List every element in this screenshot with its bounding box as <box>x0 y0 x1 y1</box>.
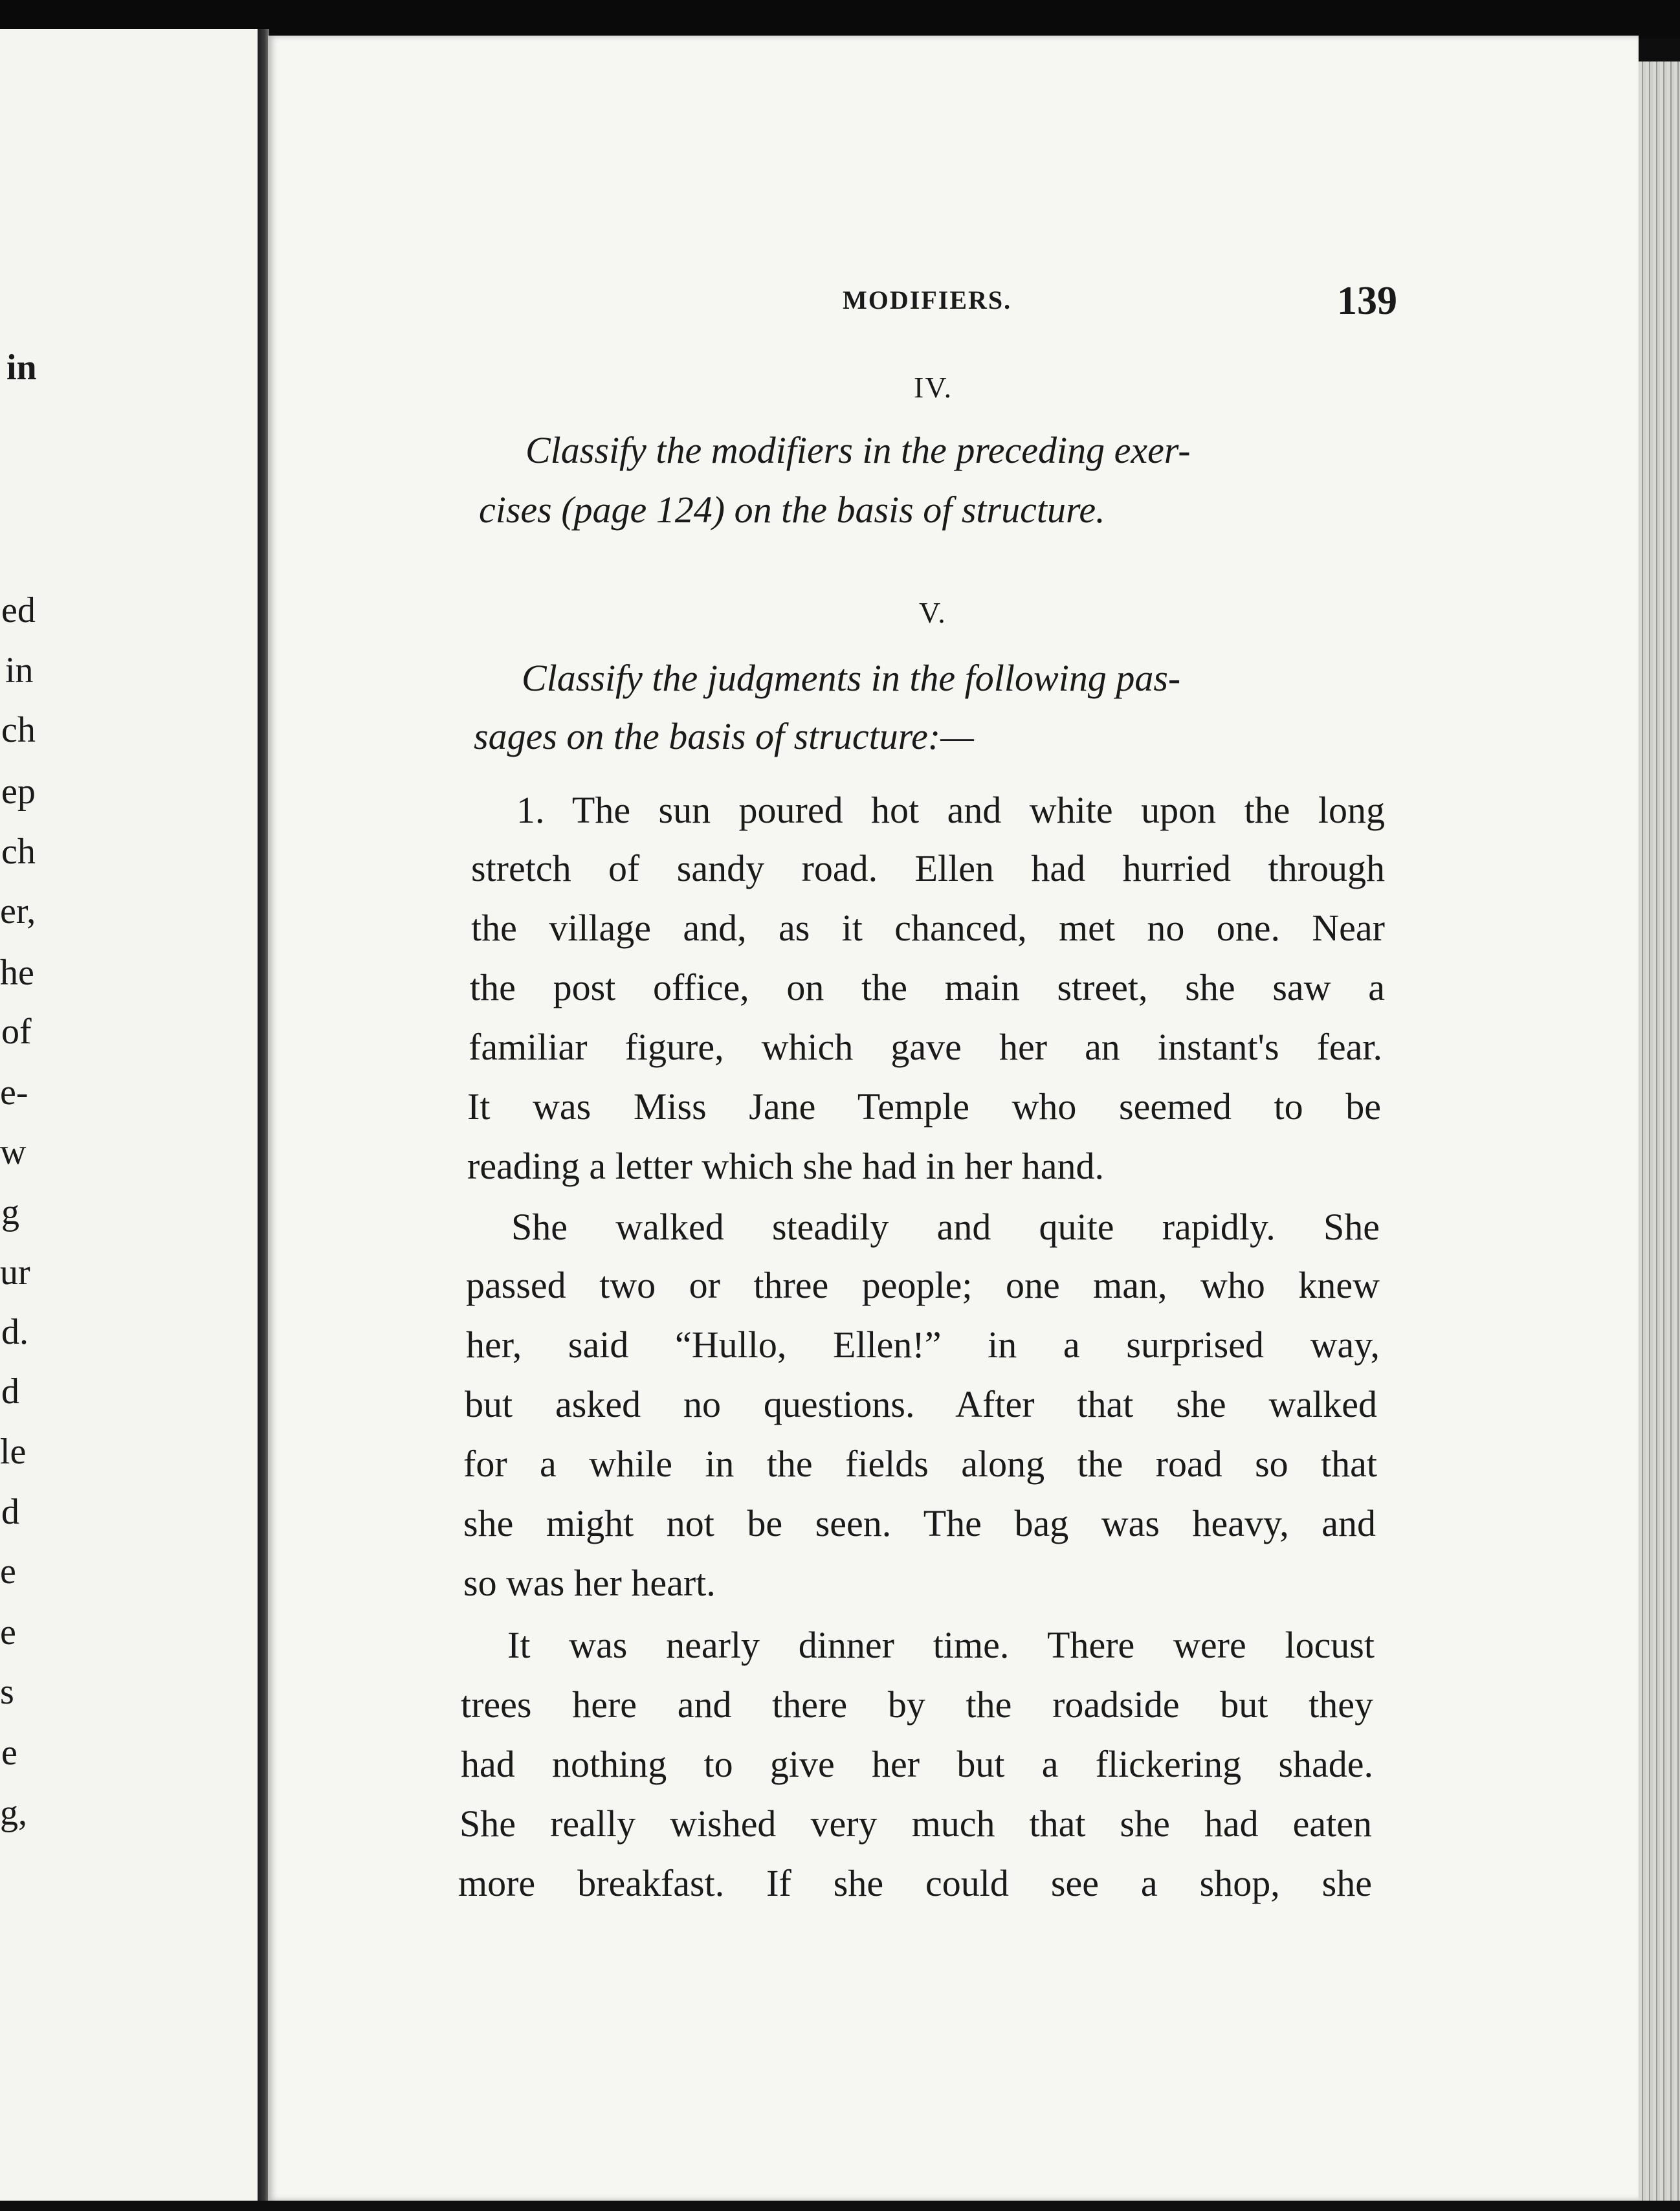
passage-line: so was her heart. <box>463 1562 716 1604</box>
left-fragment: ep <box>1 772 36 812</box>
passage-line: stretch of sandy road. Ellen had hurried through <box>471 847 1385 889</box>
left-fragment: w <box>0 1132 27 1172</box>
left-fragment: e <box>0 1551 16 1592</box>
left-fragment: e <box>1 1733 17 1773</box>
passage-line: for a while in the fields along the road so that <box>463 1443 1377 1485</box>
passage-line: trees here and there by the roadside but they <box>461 1683 1373 1726</box>
left-fragment: in <box>5 650 34 691</box>
left-fragment: ed <box>1 590 36 630</box>
section-iv-instruction-line: Classify the modifiers in the preceding exer- <box>525 429 1191 471</box>
left-fragment: g, <box>0 1793 27 1833</box>
page-edges <box>1639 61 1680 2201</box>
passage-line: but asked no questions. After that she walked <box>465 1383 1377 1425</box>
section-numeral-iv: IV. <box>914 371 953 404</box>
left-page <box>0 29 258 2201</box>
section-v-instruction-line: sages on the basis of structure:— <box>474 715 974 757</box>
passage-line: the post office, on the main street, she saw a <box>470 966 1385 1008</box>
left-fragment: e- <box>0 1072 28 1113</box>
left-fragment: d. <box>1 1312 28 1352</box>
left-fragment: ch <box>1 832 36 872</box>
passage-line: It was nearly dinner time. There were locust <box>507 1624 1375 1666</box>
section-iv-instruction-line: cises (page 124) on the basis of structure. <box>479 489 1105 531</box>
left-fragment: le <box>0 1432 27 1472</box>
passage-line: It was Miss Jane Temple who seemed to be <box>467 1085 1381 1128</box>
left-fragment: he <box>0 953 34 993</box>
left-fragment: of <box>1 1012 32 1052</box>
passage-line: the village and, as it chanced, met no one. Near <box>471 907 1385 949</box>
passage-line: more breakfast. If she could see a shop, she <box>458 1862 1372 1904</box>
section-numeral-v: V. <box>919 596 947 629</box>
left-fragment: s <box>0 1672 14 1712</box>
left-fragment: er, <box>0 891 36 931</box>
left-fragment: d <box>1 1492 19 1532</box>
left-fragment: in <box>6 348 37 388</box>
page-number: 139 <box>1337 279 1397 323</box>
left-fragment: g <box>1 1192 19 1232</box>
left-fragment: e <box>0 1612 16 1652</box>
passage-line: familiar figure, which gave her an instant's fear. <box>469 1026 1382 1068</box>
passage-line: She really wished very much that she had eaten <box>459 1803 1372 1845</box>
section-v-instruction-line: Classify the judgments in the following pas- <box>522 657 1181 699</box>
passage-line: she might not be seen. The bag was heavy, and <box>463 1502 1376 1544</box>
passage-line: reading a letter which she had in her hand. <box>467 1145 1105 1187</box>
passage-line: had nothing to give her but a flickering shade. <box>461 1743 1373 1785</box>
passage-line: her, said “Hullo, Ellen!” in a surprised way, <box>466 1324 1380 1366</box>
left-fragment: ch <box>1 710 36 750</box>
passage-line: 1. The sun poured hot and white upon the long <box>516 789 1385 831</box>
running-head: MODIFIERS. <box>843 285 1012 315</box>
passage-line: passed two or three people; one man, who knew <box>466 1264 1380 1306</box>
left-fragment: d <box>1 1372 19 1412</box>
passage-line: She walked steadily and quite rapidly. She <box>511 1206 1380 1248</box>
left-fragment: ur <box>0 1252 30 1293</box>
